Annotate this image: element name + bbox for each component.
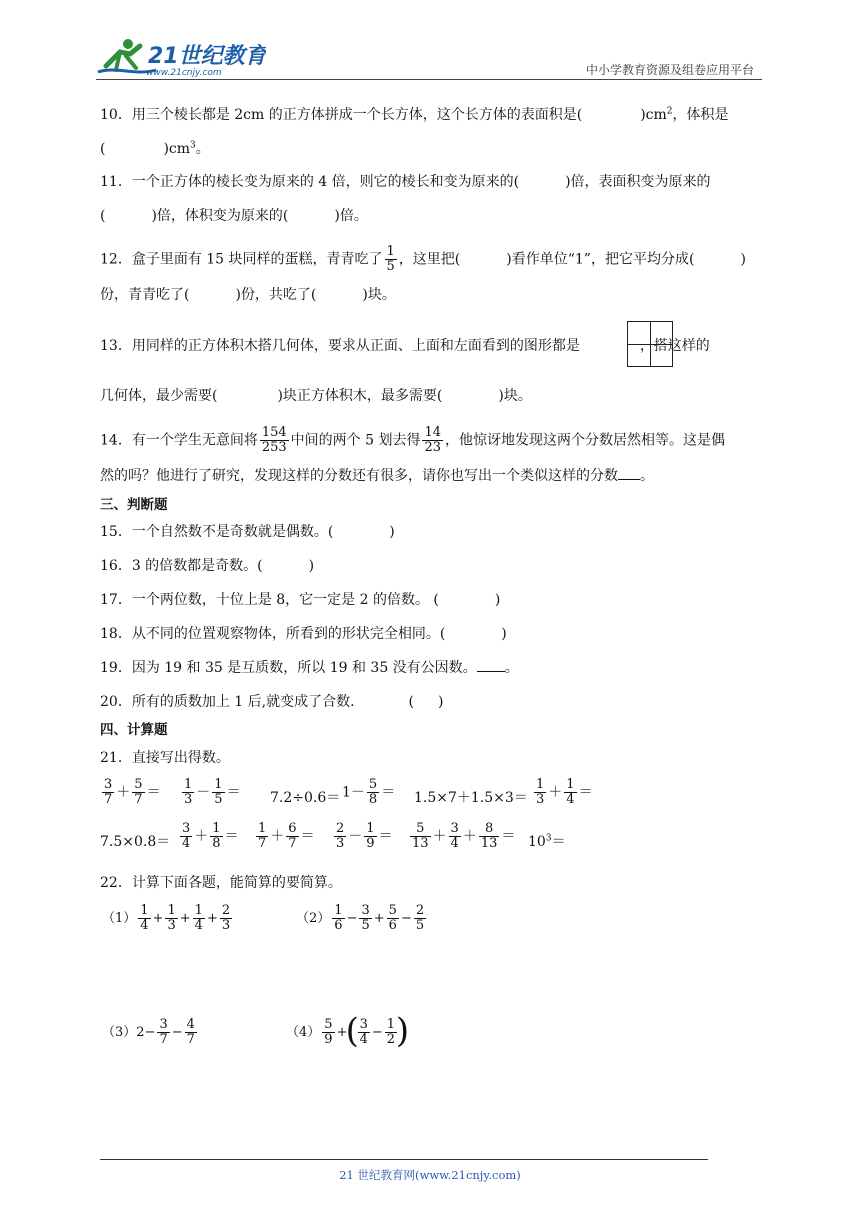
calc-expression: 7.2÷0.6＝: [270, 790, 341, 806]
platform-name: 中小学教育资源及组卷应用平台: [585, 63, 754, 77]
fraction: $\frac{14}{23}$: [424, 425, 442, 455]
question-16: 16．3 的倍数都是奇数。( ): [100, 558, 315, 574]
question-14-line-2: 然的吗？他进行了研究，发现这样的分数还有很多，请你也写出一个类似这样的分数 。: [100, 468, 654, 484]
question-18: 18．从不同的位置观察物体，所看到的形状完全相同。( ): [100, 626, 507, 642]
calc-expression: 7.5×0.8＝: [100, 834, 171, 850]
calc-expression: 1.5×7＋1.5×3＝: [414, 790, 528, 806]
question-15: 15．一个自然数不是奇数就是偶数。( ): [100, 524, 395, 540]
runner-logo-icon: [96, 36, 266, 78]
question-17: 17．一个两位数，十位上是 8，它一定是 2 的倍数。 ( ): [100, 592, 501, 608]
question-20: 20．所有的质数加上 1 后,就变成了合数. ( ): [100, 694, 444, 710]
footer-link[interactable]: 21 世纪教育网(www.21cnjy.com): [339, 1168, 521, 1182]
header-divider: [96, 79, 762, 80]
logo-text: 21世纪教育: [148, 44, 266, 69]
question-12-line-1: 12．盒子里面有 15 块同样的蛋糕，青青吃了 $\frac{1}{5}$ ，这里把( )看作单位“1”，把它平均分成( ): [100, 244, 746, 274]
question-21-title: 21．直接写出得数。: [100, 750, 230, 766]
question-19: 19．因为 19 和 35 是互质数，所以 19 和 35 没有公因数。 。: [100, 660, 519, 676]
calc-expression: $\frac{1}{3}$ ＋ $\frac{1}{4}$ ＝: [536, 777, 593, 807]
calc-expression: $\frac{5}{13}$ ＋ $\frac{3}{4}$ ＋ $\frac{8}{13}$ ＝: [412, 821, 516, 851]
fraction: $\frac{154}{253}$: [261, 425, 287, 455]
section-title-calculation: 四、计算题: [100, 722, 168, 738]
question-10-line-2: ( )$cm^3$。: [100, 140, 210, 157]
fraction: $\frac{1}{5}$: [386, 244, 395, 274]
footer-divider: [100, 1159, 708, 1160]
calc-part-4: （4） $\frac{5}{9}$ + ( $\frac{3}{4}$ − $\frac{1}{2}$ ): [286, 1018, 403, 1047]
calc-expression: 1－ $\frac{5}{8}$ ＝: [342, 777, 396, 807]
logo-url: www.21cnjy.com: [146, 68, 222, 78]
calc-expression: $\frac{3}{4}$ ＋ $\frac{1}{8}$ ＝: [182, 821, 239, 851]
calc-part-1: （1） $\frac{1}{4}$ + $\frac{1}{3}$ + $\frac{1}{4}$ + $\frac{2}{3}$: [102, 903, 231, 933]
question-11-line-1: 11．一个正方体的棱长变为原来的 4 倍，则它的棱长和变为原来的( )倍，表面积变为原来的: [100, 174, 711, 190]
section-title-judgement: 三、判断题: [100, 497, 168, 513]
answer-blank[interactable]: [477, 659, 505, 672]
calc-part-3: （3）2− $\frac{3}{7}$ − $\frac{4}{7}$: [102, 1017, 195, 1047]
calc-expression: $\frac{1}{3}$ － $\frac{1}{5}$ ＝: [184, 777, 241, 807]
question-10-line-1: 10．用三个棱长都是 2cm 的正方体拼成一个长方体，这个长方体的表面积是( )$cm^2$，体积是: [100, 106, 729, 123]
question-22-title: 22．计算下面各题，能简算的要简算。: [100, 875, 342, 891]
calc-expression: $\frac{3}{7}$ ＋ $\frac{5}{7}$ ＝: [104, 777, 161, 807]
calc-expression: $10^3=$: [528, 833, 566, 850]
site-logo: [96, 36, 266, 78]
calc-expression: $\frac{2}{3}$ － $\frac{1}{9}$ ＝: [336, 821, 393, 851]
grid-figure-icon: [627, 321, 673, 367]
question-14-line-1: 14．有一个学生无意间将 $\frac{154}{253}$ 中间的两个 5 划去得 $\frac{14}{23}$ ，他惊讶地发现这两个分数居然相等。这是偶: [100, 425, 726, 455]
question-13-line-2: 几何体，最少需要( )块正方体积木，最多需要( )块。: [100, 388, 532, 404]
calc-expression: $\frac{1}{7}$ ＋ $\frac{6}{7}$ ＝: [258, 821, 315, 851]
question-12-line-2: 份，青青吃了( )份，共吃了( )块。: [100, 287, 396, 303]
calc-part-2: （2） $\frac{1}{6}$ − $\frac{3}{5}$ + $\frac{5}{6}$ − $\frac{2}{5}$: [296, 903, 425, 933]
question-13-line-1: 13．用同样的正方体积木搭几何体，要求从正面、上面和左面看到的图形都是 ，搭这样的: [100, 338, 710, 354]
question-11-line-2: ( )倍，体积变为原来的( )倍。: [100, 208, 368, 224]
answer-blank[interactable]: [618, 467, 640, 480]
